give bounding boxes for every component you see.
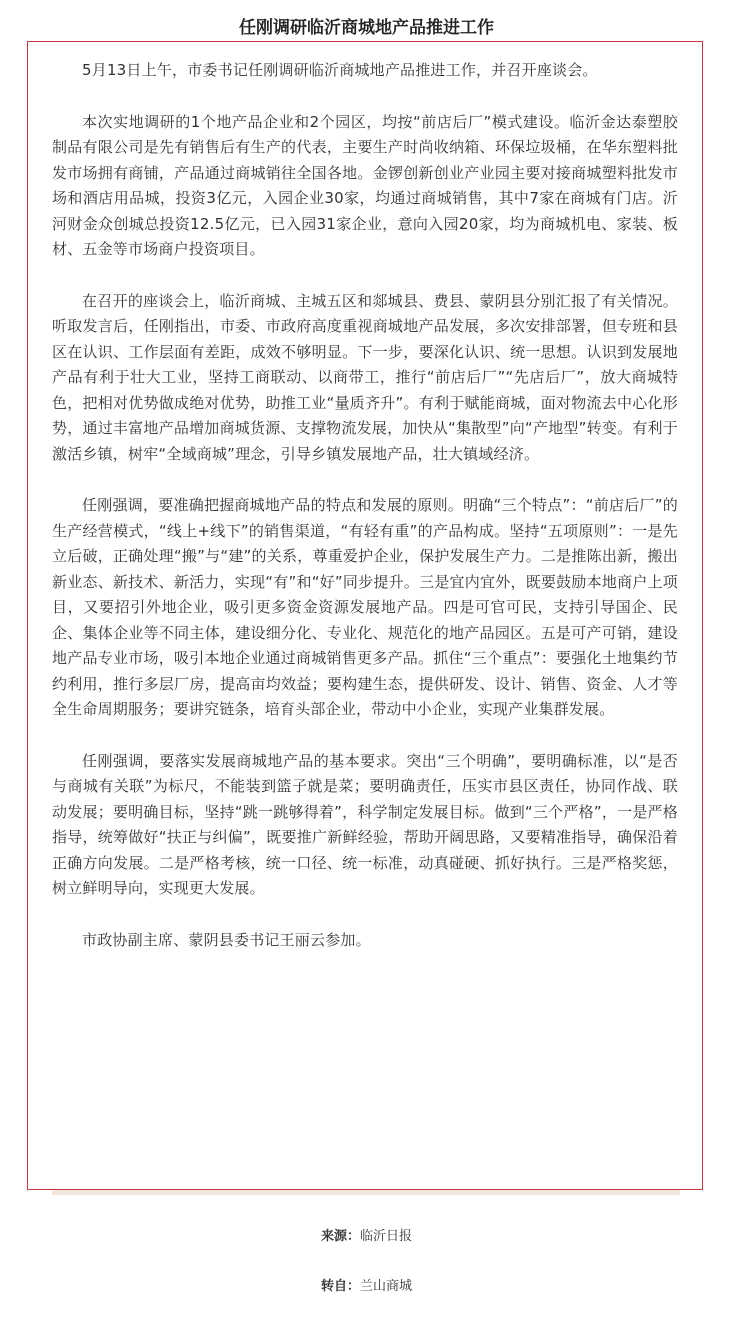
article-paragraph: 本次实地调研的1个地产品企业和2个园区，均按“前店后厂”模式建设。临沂金达泰塑胶制品有限公司是先有销售后有生产的代表，主要生产时尚收纳箱、环保垃圾桶，在华东塑料批发市场拥有商铺，产品通过商城销往全国各地。金锣创新创业产业园主要对接商城塑料批发市场和酒店用品城，投资3亿元，入园企业30家，均通过商城销售，其中7家在商城有门店。沂河财金众创城总投资12.5亿元，已入园31家企业，意向入园20家，均为商城机电、家装、板材、五金等市场商户投资项目。 [52,112,678,258]
article-paragraph: 市政协副主席、蒙阴县委书记王丽云参加。 [82,930,371,949]
article-bottom-shadow [52,1190,680,1195]
source-value: 临沂日报 [360,1229,413,1244]
repost-value: 兰山商城 [360,1279,413,1294]
article-paragraph: 任刚强调，要落实发展商城地产品的基本要求。突出“三个明确”，要明确标准，以“是否与商城有关联”为标尺，不能装到篮子就是菜；要明确责任，压实市县区责任，协同作战、联动发展；要明确目标，坚持“跳一跳够得着”，科学制定发展目标。做到“三个严格”，一是严格指导，统筹做好“扶正与纠偏”，既要推广新鲜经验，帮助开阔思路，又要精准指导，确保沿着正确方向发展。二是严格考核，统一口径、统一标准，动真碰硬、抓好执行。三是严格奖惩，树立鲜明导向，实现更大发展。 [52,751,678,897]
article-title: 任刚调研临沂商城地产品推进工作 [239,18,494,39]
article-paragraph: 任刚强调，要准确把握商城地产品的特点和发展的原则。明确“三个特点”：“前店后厂”的生产经营模式，“线上+线下”的销售渠道，“有轻有重”的产品构成。坚持“五项原则”：一是先立后破，正确处理“搬”与“建”的关系，尊重爱护企业，保护发展生产力。二是推陈出新，搬出新业态、新技术、新活力，实现“有”和“好”同步提升。三是宜内宜外，既要鼓励本地商户上项目，又要招引外地企业，吸引更多资金资源发展地产品。四是可官可民，支持引导国企、民企、集体企业等不同主体，建设细分化、专业化、规范化的地产品园区。五是可产可销，建设地产品专业市场，吸引本地企业通过商城销售更多产品。抓住“三个重点”：要强化土地集约节约利用，推行多层厂房，提高亩均效益；要构建生态，提供研发、设计、销售、资金、人才等全生命周期服务；要讲究链条，培育头部企业，带动中小企业，实现产业集群发展。 [52,496,678,718]
source-label: 来源： [320,1229,360,1244]
repost-label: 转自： [320,1279,360,1294]
source-line [0,1228,733,1246]
article-paragraph: 5月13日上午，市委书记任刚调研临沂商城地产品推进工作，并召开座谈会。 [82,61,598,79]
repost-line [0,1278,733,1296]
article-paragraph: 在召开的座谈会上，临沂商城、主城五区和郯城县、费县、蒙阴县分别汇报了有关情况。听取发言后，任刚指出，市委、市政府高度重视商城地产品发展，多次安排部署，但专班和县区在认识、工作层面有差距，成效不够明显。下一步，要深化认识、统一思想。认识到发展地产品有利于壮大工业，坚持工商联动、以商带工，推行“前店后厂”“先店后厂”，放大商城特色，把相对优势做成绝对优势，助推工业“量质齐升”。有利于赋能商城，面对物流去中心化形势，通过丰富地产品增加商城货源、支撑物流发展，加快从“集散型”向“产地型”转变。有利于激活乡镇，树牢“全域商城”理念，引导乡镇发展地产品，壮大镇域经济。 [52,291,678,463]
article-body [27,41,703,1190]
